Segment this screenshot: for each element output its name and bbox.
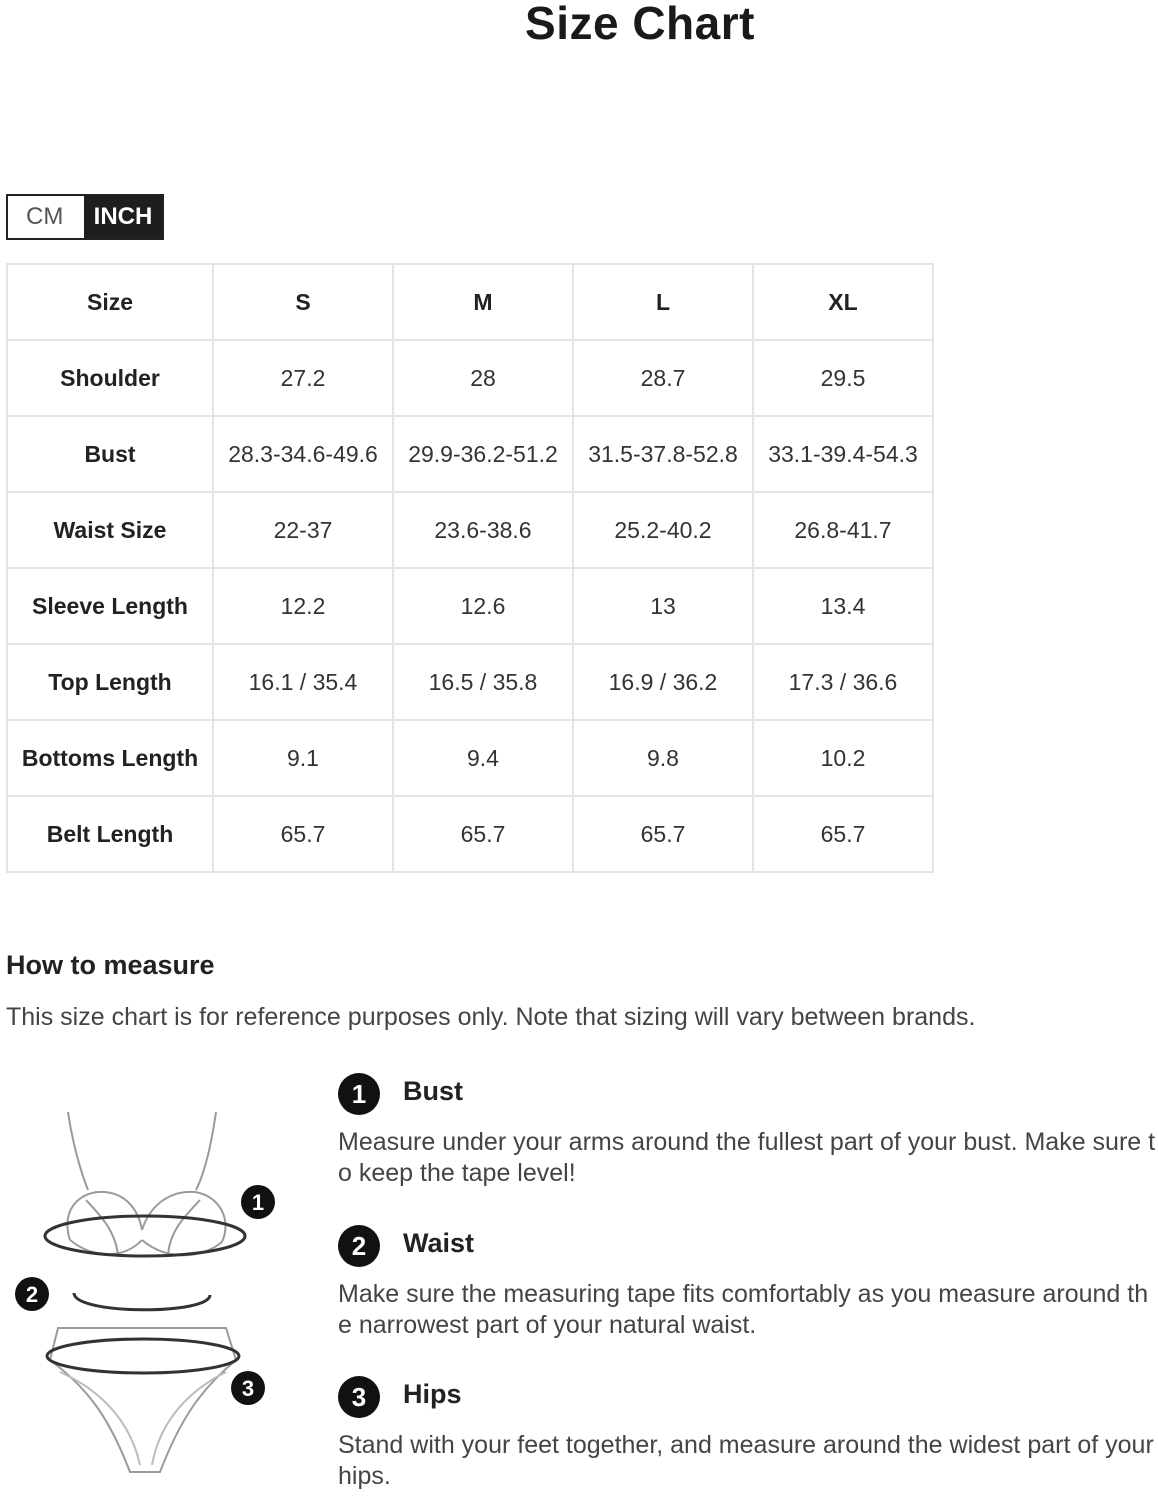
table-cell: 65.7 [573,796,753,872]
table-row [7,340,933,416]
table-cell: 9.4 [393,720,573,796]
table-header-cell: L [573,264,753,340]
row-label: Waist Size [7,492,213,568]
table-cell: 28.7 [573,340,753,416]
unit-cm-button[interactable]: CM [8,196,84,238]
table-cell: 13 [573,568,753,644]
svg-text:1: 1 [251,1190,265,1215]
page-title: Size Chart [525,0,755,49]
table-cell: 65.7 [393,796,573,872]
measurement-illustration [0,1090,300,1490]
marker-3-icon [231,1371,265,1405]
row-label: Bust [7,416,213,492]
table-row [7,796,933,872]
measure-step-hips [338,1376,1158,1500]
table-header-cell: Size [7,264,213,340]
table-cell: 29.9-36.2-51.2 [393,416,573,492]
marker-1-icon [241,1185,275,1219]
table-row [7,416,933,492]
table-cell: 29.5 [753,340,933,416]
table-cell: 9.1 [213,720,393,796]
table-cell: 13.4 [753,568,933,644]
step-description: Make sure the measuring tape fits comfortably as you measure around the narrowest part of your natural waist. [338,1280,1149,1339]
unit-inch-button[interactable]: INCH [84,196,162,238]
table-header-cell: XL [753,264,933,340]
svg-text:3: 3 [241,1376,255,1401]
measure-step-waist [338,1225,1158,1355]
table-cell: 31.5-37.8-52.8 [573,416,753,492]
table-cell: 33.1-39.4-54.3 [753,416,933,492]
measure-step-bust [338,1073,1158,1203]
row-label: Bottoms Length [7,720,213,796]
marker-2-icon [15,1277,49,1311]
table-cell: 23.6-38.6 [393,492,573,568]
step-description: Measure under your arms around the fullest part of your bust. Make sure to keep the tape level! [338,1128,1156,1187]
row-label: Shoulder [7,340,213,416]
size-table [6,263,934,873]
svg-text:2: 2 [25,1282,39,1307]
table-cell: 26.8-41.7 [753,492,933,568]
table-cell: 25.2-40.2 [573,492,753,568]
table-cell: 65.7 [753,796,933,872]
step-label: Bust [403,1076,463,1106]
step-number-badge: 1 [338,1073,380,1115]
table-row [7,568,933,644]
table-header-row [7,264,933,340]
table-cell: 16.5 / 35.8 [393,644,573,720]
table-cell: 12.2 [213,568,393,644]
table-header-cell: M [393,264,573,340]
step-label: Waist [403,1228,475,1258]
unit-toggle [6,194,164,240]
step-number-badge: 3 [338,1376,380,1418]
row-label: Sleeve Length [7,568,213,644]
table-cell: 22-37 [213,492,393,568]
table-row [7,644,933,720]
table-cell: 16.9 / 36.2 [573,644,753,720]
table-header-cell: S [213,264,393,340]
table-cell: 12.6 [393,568,573,644]
table-cell: 10.2 [753,720,933,796]
table-cell: 27.2 [213,340,393,416]
table-row [7,720,933,796]
table-cell: 16.1 / 35.4 [213,644,393,720]
row-label: Top Length [7,644,213,720]
table-cell: 28.3-34.6-49.6 [213,416,393,492]
step-number-badge: 2 [338,1225,380,1267]
table-cell: 65.7 [213,796,393,872]
table-cell: 28 [393,340,573,416]
reference-note: This size chart is for reference purposes only. Note that sizing will vary between brands. [6,1003,976,1031]
table-cell: 9.8 [573,720,753,796]
step-description: Stand with your feet together, and measure around the widest part of your hips. [338,1431,1154,1490]
row-label: Belt Length [7,796,213,872]
how-to-measure-heading: How to measure [6,950,215,980]
table-cell: 17.3 / 36.6 [753,644,933,720]
table-row [7,492,933,568]
step-label: Hips [403,1379,462,1409]
